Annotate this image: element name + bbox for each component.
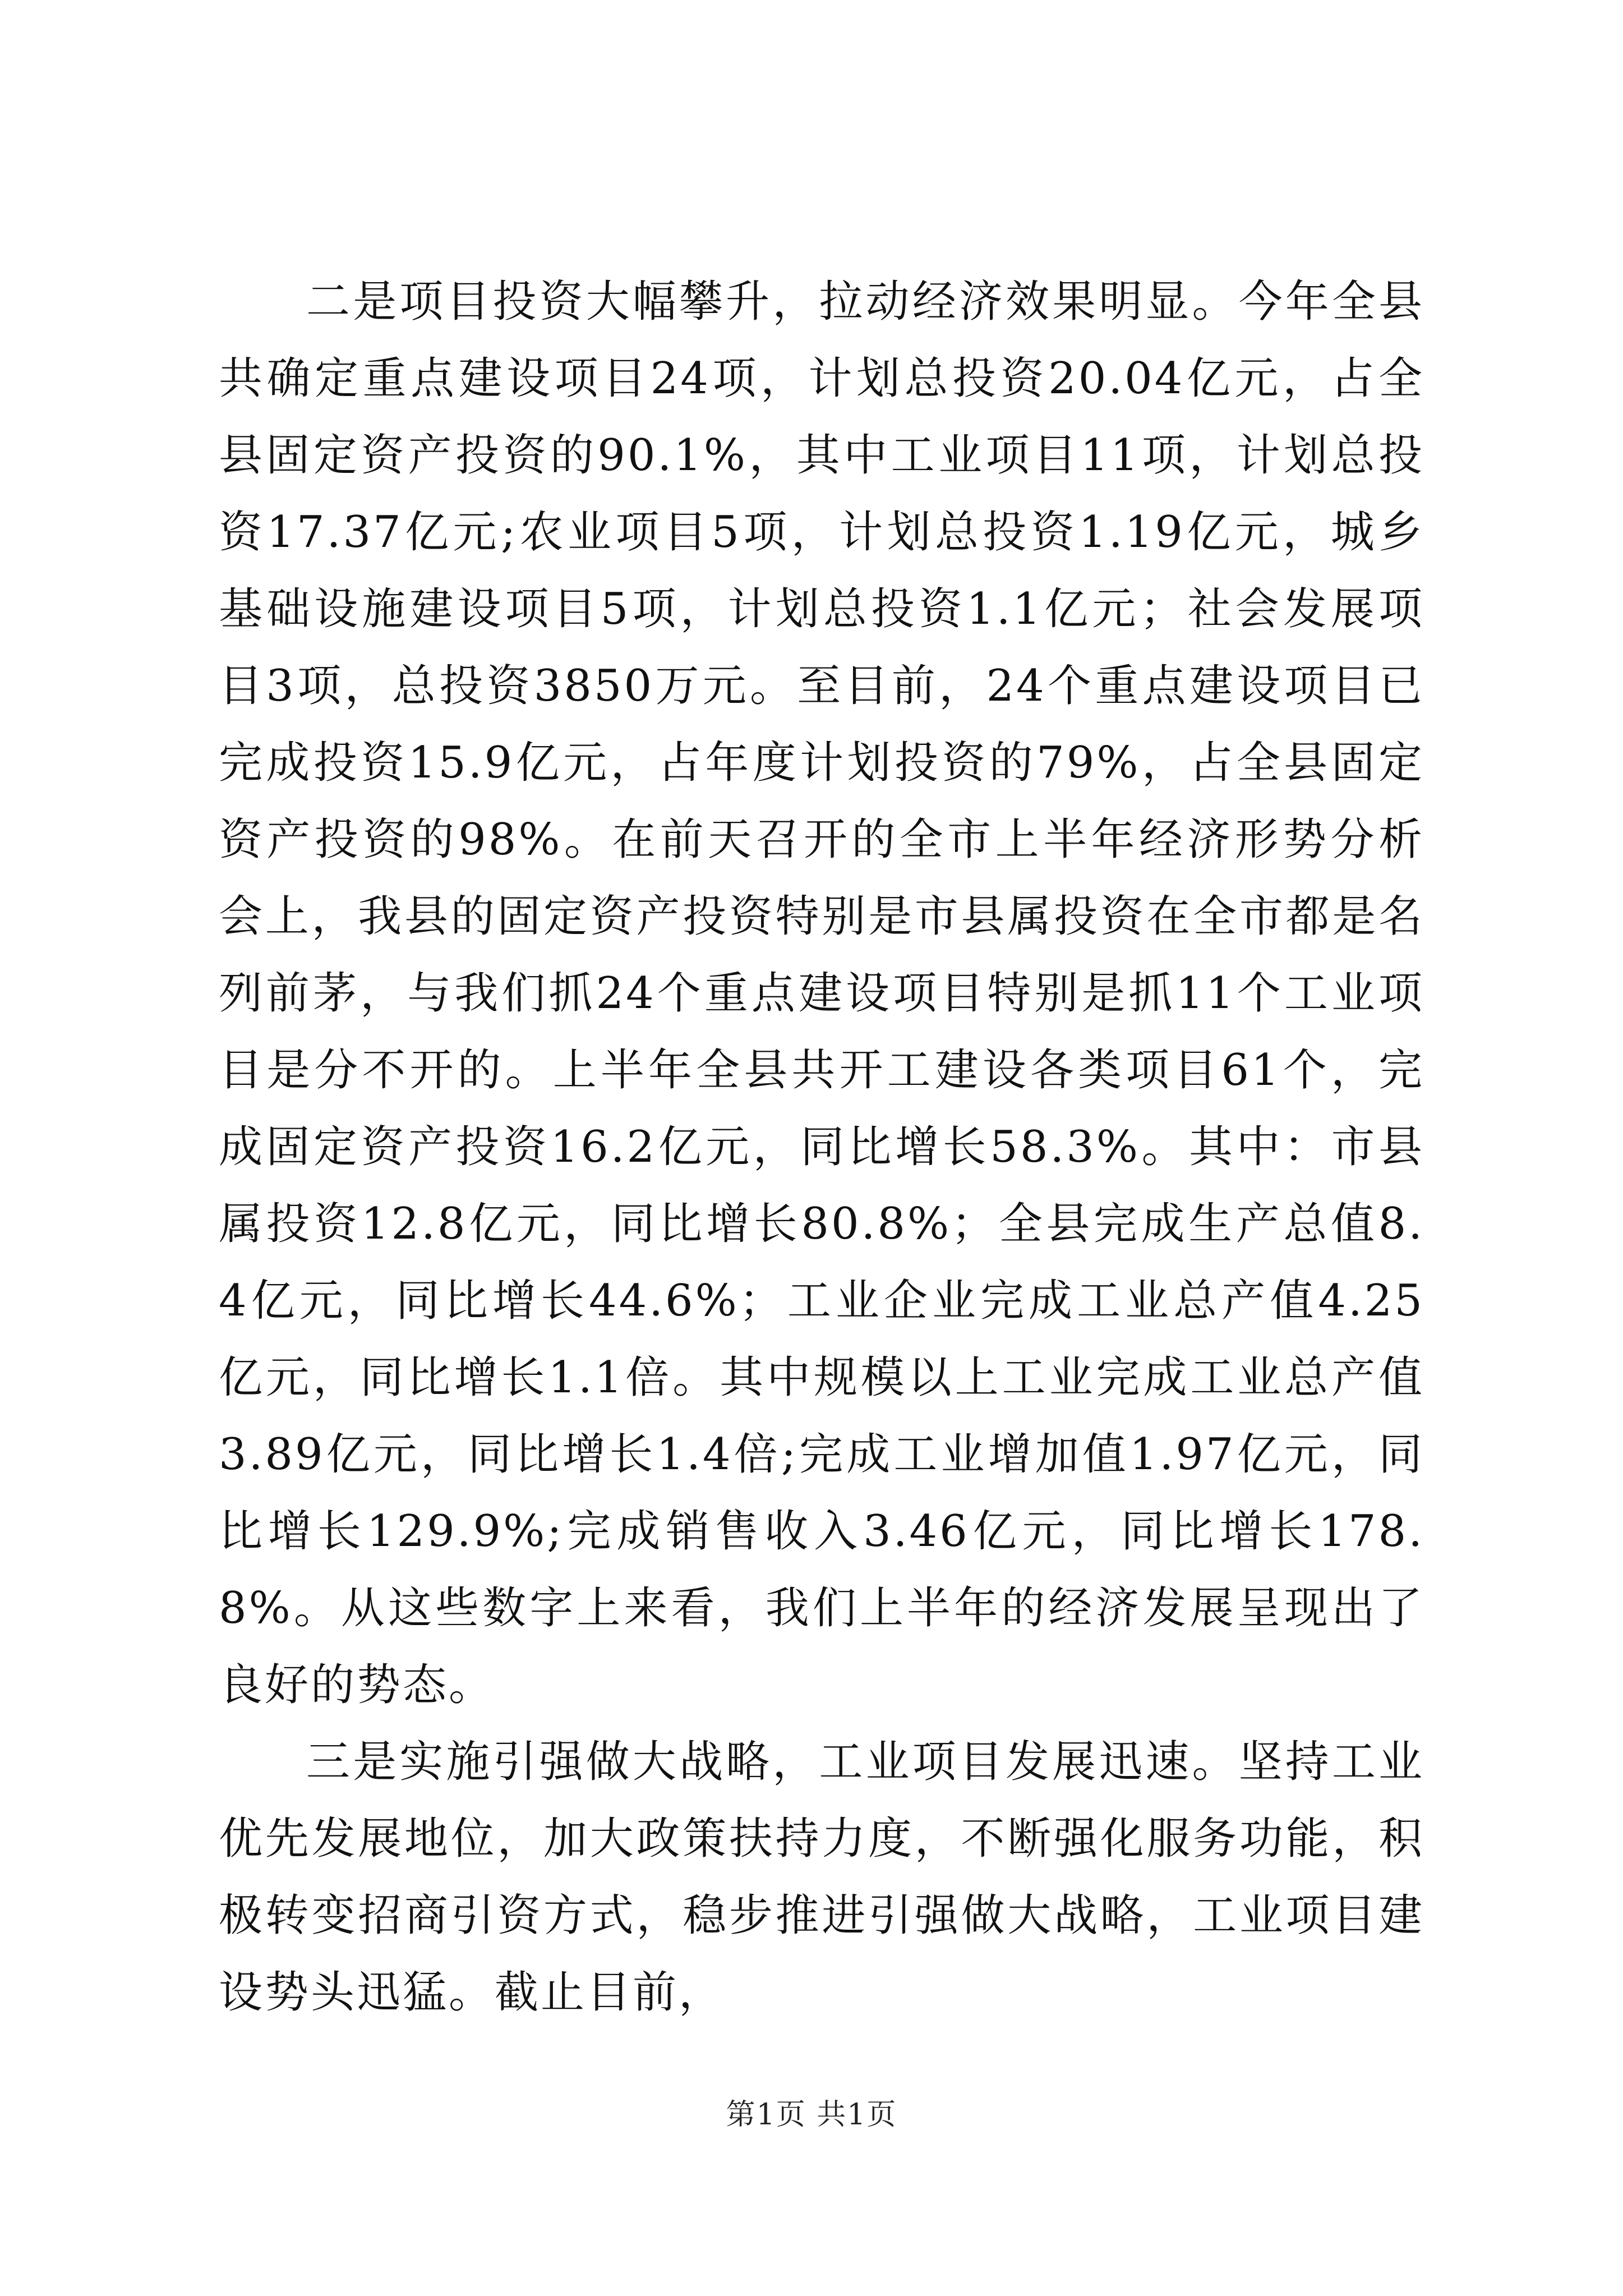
- paragraph-industrial-strategy: 三是实施引强做大战略，工业项目发展迅速。坚持工业优先发展地位，加大政策扶持力度，不断强化服务功能，积极转变招商引资方式，稳步推进引强做大战略，工业项目建设势头迅猛。截止目前，: [219, 1737, 1424, 2018]
- paragraph-project-investment: 二是项目投资大幅攀升，拉动经济效果明显。今年全县共确定重点建设项目24项，计划总投资20.04亿元，占全县固定资产投资的90.1%，其中工业项目11项，计划总投资17.37亿元;农业项目5项，计划总投资1.19亿元，城乡基础设施建设项目5项，计划总投资1.1亿元；社会发展项目3项，总投资3850万元。至目前，24个重点建设项目已完成投资15.9亿元，占年度计划投资的79%，占全县固定资产投资的98%。在前天召开的全市上半年经济形势分析会上，我县的固定资产投资特别是市县属投资在全市都是名列前茅，与我们抓24个重点建设项目特别是抓11个工业项目是分不开的。上半年全县共开工建设各类项目61个，完成固定资产投资16.2亿元，同比增长58.3%。其中：市县属投资12.8亿元，同比增长80.8%；全县完成生产总值8.4亿元，同比增长44.6%；工业企业完成工业总产值4.25亿元，同比增长1.1倍。其中规模以上工业完成工业总产值3.89亿元，同比增长1.4倍;完成工业增加值1.97亿元，同比增长129.9%;完成销售收入3.46亿元，同比增长178.8%。从这些数字上来看，我们上半年的经济发展呈现出了良好的势态。: [219, 277, 1424, 1710]
- page-footer: 第1页 共1页: [726, 2098, 897, 2132]
- document-body: [219, 264, 1424, 2031]
